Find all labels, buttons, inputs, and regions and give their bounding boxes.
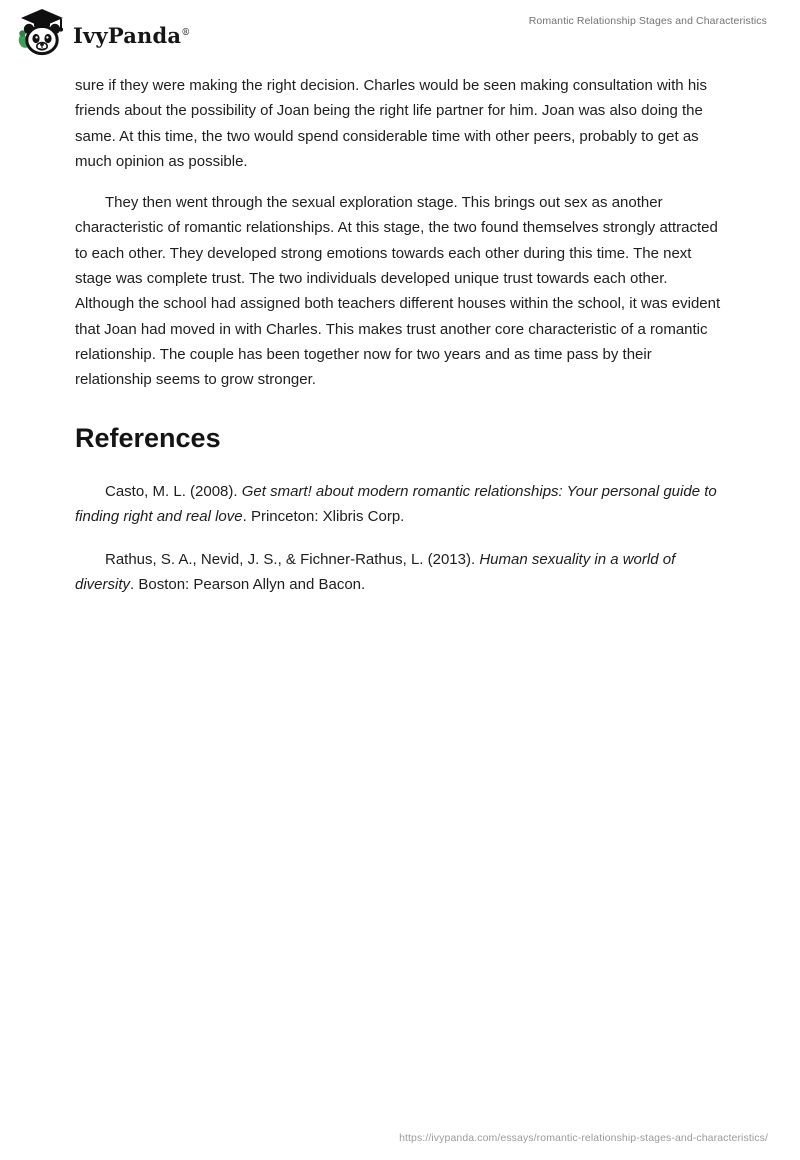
brand-name: IvyPanda® (73, 22, 191, 48)
reference-item-2: Rathus, S. A., Nevid, J. S., & Fichner-Rathus, L. (2013). Human sexuality in a world of diversity. Boston: Pearson Allyn and Bacon. (75, 550, 676, 593)
footer-url-link[interactable]: https://ivypanda.com/essays/romantic-relationship-stages-and-characteristics/ (399, 1132, 768, 1144)
header (0, 0, 800, 64)
brand-logo-link[interactable] (18, 7, 190, 57)
ivypanda-panda-logo-icon (18, 7, 64, 57)
references-heading: References (75, 422, 221, 453)
document-title: Romantic Relationship Stages and Characteristics (528, 15, 767, 27)
registered-mark: ® (181, 27, 191, 38)
document-body (75, 73, 723, 614)
reference-item-1: Casto, M. L. (2008). Get smart! about modern romantic relationships: Your personal guide to finding right and real love. Princeton: Xlibris Corp. (75, 482, 717, 526)
body-paragraph-2: They then went through the sexual exploration stage. This brings out sex as another characteristic of romantic relationships. At this stage, the two found themselves strongly attracted to each other. They developed strong emotions towards each other during this time. The next stage was complete trust. The two individuals developed unique trust towards each other. Although the school had assigned both teachers different houses within the school, it was evident that Joan had moved in with Charles. This makes trust another core characteristic of a romantic relationship. The couple has been together now for two years and as time pass by their relationship seems to grow stronger. (75, 194, 721, 389)
body-paragraph-1: sure if they were making the right decision. Charles would be seen making consultation with his friends about the possibility of Joan being the right life partner for him. Joan was also doing the same. At this time, the two would spend considerable time with other peers, probably to get as much opinion as possible. (75, 77, 707, 170)
